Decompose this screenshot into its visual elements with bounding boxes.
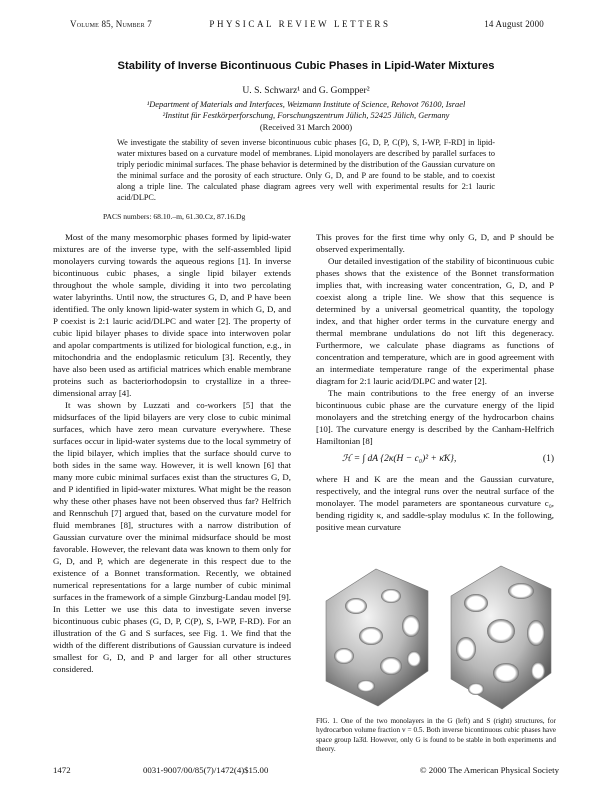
body-paragraph: Our detailed investigation of the stability of bicontinuous cubic phases shows that the existence of the Bonnet transformation implies that, with increasing water concentration, G, D, and P coexist along a triple line. We show that this sequence is determined by a universal geometrical quantity, the topology index, and that higher order terms in the curvature energy and thermal membrane undulations do not lift this degeneracy. Furthermore, we calculate phase diagrams as functions of concentration and temperature, which are in good agreement with an intermediate temperature range of the experimental phase diagram for 2:1 lauric acid/DLPC and water [2]. — [316, 256, 554, 386]
hamiltonian-equation: ℋ = ∫ dA {2κ(H − c₀)² + κ̄K}, — [342, 454, 457, 464]
copyright-notice: © 2000 The American Physical Society — [419, 765, 559, 775]
left-column — [53, 231, 291, 675]
page-number: 1472 — [53, 765, 71, 775]
equation-1 — [316, 450, 554, 470]
volume-info: Volume 85, Number 7 — [70, 19, 152, 29]
equation-number: (1) — [542, 454, 554, 464]
s-structure-image — [451, 566, 551, 709]
minimal-surface-renderings — [316, 561, 556, 713]
issue-date: 14 August 2000 — [484, 19, 544, 29]
abstract: We investigate the stability of seven inverse bicontinuous cubic phases [G, D, P, C(P), S, I-WP, F-RD] in lipid-water mixtures based on a curvature model of membranes. Lipid monolayers are described by parallel surfaces to triply periodic minimal surfaces. The phase behavior is determined by the distribution of the Gaussian curvature on the minimal surface and the porosity of each structure. Only G, D, and P are found to be stable, and to coexist along a triple line. The calculated phase diagram agrees very well with experimental results for 2:1 lauric acid/DLPC. — [117, 138, 495, 203]
journal-name: PHYSICAL REVIEW LETTERS — [209, 19, 391, 29]
body-paragraph: The main contributions to the free energy of an inverse bicontinuous cubic phase are the curvature energy of the lipid monolayers and the stretching energy of the hydrocarbon chains [10]. The curvature energy is described by the Canham-Helfrich Hamiltonian [8] — [316, 388, 554, 446]
received-date: (Received 31 March 2000) — [259, 122, 353, 132]
publication-code: 0031-9007/00/85(7)/1472(4)$15.00 — [143, 765, 269, 775]
body-paragraph: It was shown by Luzzati and co-workers [5] that the midsurfaces of the lipid bilayers are very close to cubic minimal surfaces, which have zero mean curvature everywhere. These surfaces occur in lipid-water systems due to the local symmetry of the lipid bilayer, which implies that the surface should curve to both sides in the same way. However, it is well known [6] that many more cubic minimal surfaces exist than the structures G, D, and P identified in lipid-water mixtures. What might be the reason why these other phases have not been observed thus far? Helfrich and Rennschuh [7] argued that, based on the curvature model for fluid membranes [8], structures with a narrow distribution of Gaussian curvature over the minimal midsurface should be most favorable. However, the relevant data was known to them only for G, D, and P, which are degenerate in this respect due to the existence of a Bonnet transformation. Recently, we obtained numerical representations for a large number of cubic minimal surfaces in the framework of a simple Ginzburg-Landau model [9]. In this Letter we use this data to investigate seven inverse bicontinuous cubic phases (G, D, P, C(P), S, I-WP, F-RD). For an illustration of the G and S surfaces, see Fig. 1. We find that the width of the different distributions of Gaussian curvature is indeed smallest for G, D, and P and larger for all other structures considered. — [53, 400, 291, 674]
figure-caption: FIG. 1. One of the two monolayers in the G (left) and S (right) structures, for hydrocarbon volume fraction v = 0.5. Both inverse bicontinuous cubic phases have space group Ia3̄d. However, only G is found to be stable in both experiments and theory. — [316, 717, 556, 753]
author-list: U. S. Schwarz¹ and G. Gompper² — [242, 85, 370, 96]
body-paragraph: This proves for the first time why only G, D, and P should be observed experimentally. — [316, 232, 554, 254]
paper-title: Stability of Inverse Bicontinuous Cubic Phases in Lipid-Water Mixtures — [117, 60, 495, 72]
running-header — [70, 19, 544, 33]
figure-1 — [316, 561, 556, 713]
body-paragraph: Most of the many mesomorphic phases formed by lipid-water mixtures are of the inverse type, with the self-assembled lipid monolayers curving towards the aqueous regions [1]. In inverse bicontinuous cubic phases, a single lipid bilayer extends throughout the whole sample, dividing it into two percolating water labyrinths. Until now, the structures G, D, and P have been identified. The only known lipid-water system in which G, D, and P coexist is 2:1 lauric acid/DLPC and water [2]. The property of cubic lipid bilayer phases to divide space into interwoven polar and apolar compartments is utilized for biological function, e.g., in mitochondria and the endoplasmic reticulum [3]. Recently, they have also been used as artificial matrices which enable membrane proteins such as bacteriorhodopsin to crystallize in a three-dimensional array [4]. — [53, 232, 291, 398]
body-paragraph: where H and K are the mean and the Gaussian curvature, respectively, and the integral runs over the neutral surface of the monolayer. The model parameters are spontaneous curvature c₀, bending rigidity κ, and saddle-splay modulus κ̄. In the following, positive mean curvature — [316, 474, 554, 532]
page-footer — [53, 765, 559, 777]
affiliation-2: ²Institut für Festkörperforschung, Forschungszentrum Jülich, 52425 Jülich, Germany — [162, 111, 450, 120]
affiliation-1: ¹Department of Materials and Interfaces, Weizmann Institute of Science, Rehovot 76100, Israel — [146, 100, 466, 109]
g-structure-image — [326, 569, 428, 706]
pacs-numbers: PACS numbers: 68.10.–m, 61.30.Cz, 87.16.Dg — [103, 212, 246, 221]
right-column — [316, 231, 554, 533]
